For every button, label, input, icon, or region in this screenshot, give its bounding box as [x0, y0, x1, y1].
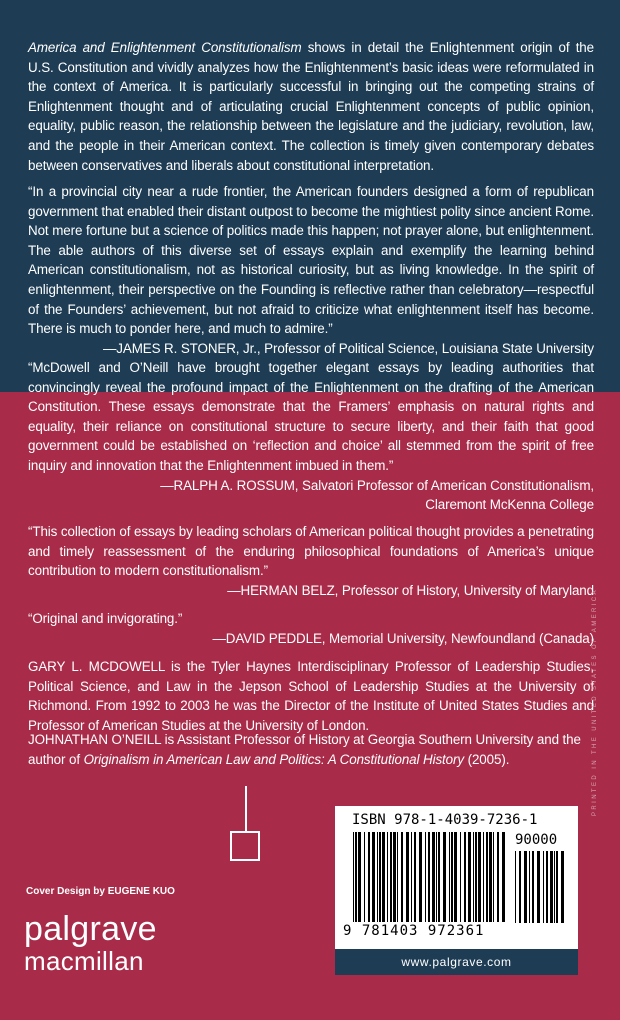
barcode-stripe [397, 832, 398, 922]
quote-belz [28, 522, 594, 600]
barcode-stripe [489, 832, 492, 922]
barcode-stripe [451, 832, 453, 922]
bio-text: JOHNATHAN O’NEILL is Assistant Professor of History at Georgia Southern University and the author of [28, 732, 581, 767]
barcode-stripe [478, 832, 481, 922]
barcode-stripe [515, 851, 516, 923]
barcode-stripe [493, 832, 494, 922]
barcode-stripe [414, 832, 416, 922]
barcode-stripe [379, 832, 381, 922]
quote-attribution-affiliation: Claremont McKenna College [425, 497, 594, 513]
barcode-stripe [419, 832, 422, 922]
logo-line-1: palgrave [24, 910, 157, 948]
barcode-stripe [561, 851, 564, 923]
barcode-stripe [438, 832, 440, 922]
barcode-stripe [449, 832, 450, 922]
barcode-stripe [554, 851, 555, 923]
quote-text: “McDowell and O’Neill have brought together elegant essays by leading authorities that convincingly reveal the profound impact of the Enlightenment on the drafting of the American Constitution. These essays demonstrate that the Framers’ emphasis on natural rights and equality, their reliance on constitutional structure to secure liberty, and their faith that good government could be established on ‘reflection and choice’ all stemmed from the spirit of free inquiry and innovation that the Enlightenment imbued in them.” [28, 360, 594, 473]
barcode-stripe [460, 832, 461, 922]
price-barcode [515, 851, 569, 926]
barcode-stripe [524, 851, 527, 923]
quote-text: “Original and invigorating.” [28, 611, 183, 626]
barcode-stripe [436, 832, 437, 922]
book-title: America and Enlightenment Constitutionalism [28, 40, 302, 55]
book-description [28, 38, 594, 175]
barcode-stripe [550, 851, 553, 923]
barcode-stripe [556, 851, 558, 923]
barcode-stripe [502, 832, 505, 922]
barcode-stripe [364, 832, 365, 922]
barcode-stripe [390, 832, 392, 922]
quote-attribution: —DAVID PEDDLE, Memorial University, Newfoundland (Canada) [212, 630, 594, 646]
bio-mcdowell [28, 657, 594, 735]
quote-text: “In a provincial city near a rude frontier, the American founders designed a form of republican government that enabled their distant outpost to become the mightiest polity since ancient Rome. Not mere fortune but a science of politics made this happen; not prayer alone, but enlightenment. The able authors of this diverse set of essays explain and exemplify the learning behind American constitutionalism, not as historical curiosity, but as living knowledge. In the spirit of enlightenment, their perspective on the Founding is reflective rather than celebratory—respectful of the Founders’ achievement, but not afraid to criticize what enlightenment itself has become. There is much to ponder here, and much to admire.” [28, 184, 594, 337]
description-text: shows in detail the Enlightenment origin of the U.S. Constitution and vividly analyzes how the Enlightenment’s basic ideas were reformulated in the context of America. It is particularly successful in bringing out the competing strains of Enlightenment thought and of articulating crucial Enlightenment concepts of public opinion, equality, public reason, the relationship between the legislature and the judiciary, revolution, law, and the people in their American context. The collection is timely given contemporary debates between conservatives and liberals about constitutional interpretation. [28, 40, 595, 173]
quote-rossum [28, 358, 594, 515]
barcode-stripe [382, 832, 385, 922]
barcode-stripe [432, 832, 435, 922]
isbn-label: ISBN 978-1-4039-7236-1 [352, 812, 538, 828]
barcode-stripe [411, 832, 412, 922]
barcode-stripe [497, 832, 499, 922]
ean-digits: 9 781403 972361 [343, 923, 485, 939]
quote-attribution: —RALPH A. ROSSUM, Salvatori Professor of American Constitutionalism, [160, 477, 594, 493]
barcode-stripe [355, 832, 357, 922]
barcode-stripe [464, 832, 466, 922]
palgrave-macmillan-logo [24, 912, 157, 974]
price-code: 90000 [515, 832, 558, 848]
bio-oneill [28, 730, 594, 769]
barcode-stripe [387, 832, 388, 922]
barcode-stripe [473, 832, 474, 922]
barcode-stripe [532, 851, 534, 923]
decorative-line [245, 786, 247, 832]
barcode-stripe [443, 832, 446, 922]
logo-line-2: macmillan [24, 946, 144, 976]
quote-text: “This collection of essays by leading scholars of American political thought provides a penetrating and timely reassessment of the enduring philosophical foundations of America’s unique contribution to modern constitutionalism.” [28, 524, 594, 579]
bio-book-title: Originalism in American Law and Politics: A Constitutional History [83, 751, 464, 767]
barcode-stripe [372, 832, 375, 922]
barcode-stripe [401, 832, 403, 922]
barcode-stripe [358, 832, 361, 922]
barcode-stripe [377, 832, 378, 922]
barcode-stripe [406, 832, 409, 922]
barcode-stripe [353, 832, 354, 922]
decorative-square [230, 831, 260, 861]
barcode-stripe [486, 832, 488, 922]
barcode-stripe [546, 851, 548, 923]
barcode-stripe [537, 851, 540, 923]
cover-design-credit: Cover Design by EUGENE KUO [26, 886, 175, 897]
bio-text: GARY L. MCDOWELL is the Tyler Haynes Interdisciplinary Professor of Leadership Studies, Political Science, and Law in the Jepson School of Leadership Studies at the University of Richmond. From 1992 to 2003 he was the Director of the Institute of United States Studies and Professor of American Studies at the University of London. [28, 659, 594, 733]
barcode-stripe [368, 832, 370, 922]
barcode-stripe [475, 832, 477, 922]
barcode-stripe [519, 851, 521, 923]
barcode-box [335, 806, 578, 949]
quote-peddle [28, 609, 594, 648]
publisher-url: www.palgrave.com [335, 949, 578, 975]
printed-in-usa-note: PRINTED IN THE UNITED STATES OF AMERICA [592, 588, 598, 816]
barcode-stripe [393, 832, 396, 922]
bio-text-end: (2005). [463, 751, 510, 767]
barcode-stripe [425, 832, 426, 922]
barcode-stripe [468, 832, 471, 922]
barcode-stripe [543, 851, 544, 923]
quote-attribution: —HERMAN BELZ, Professor of History, University of Maryland [227, 582, 594, 598]
barcode-stripe [483, 832, 484, 922]
ean-barcode [353, 832, 513, 926]
barcode-stripe [529, 851, 530, 923]
quote-stoner [28, 182, 594, 358]
barcode-stripe [428, 832, 430, 922]
quote-attribution: —JAMES R. STONER, Jr., Professor of Political Science, Louisiana State University [102, 340, 594, 356]
barcode-stripe [454, 832, 457, 922]
